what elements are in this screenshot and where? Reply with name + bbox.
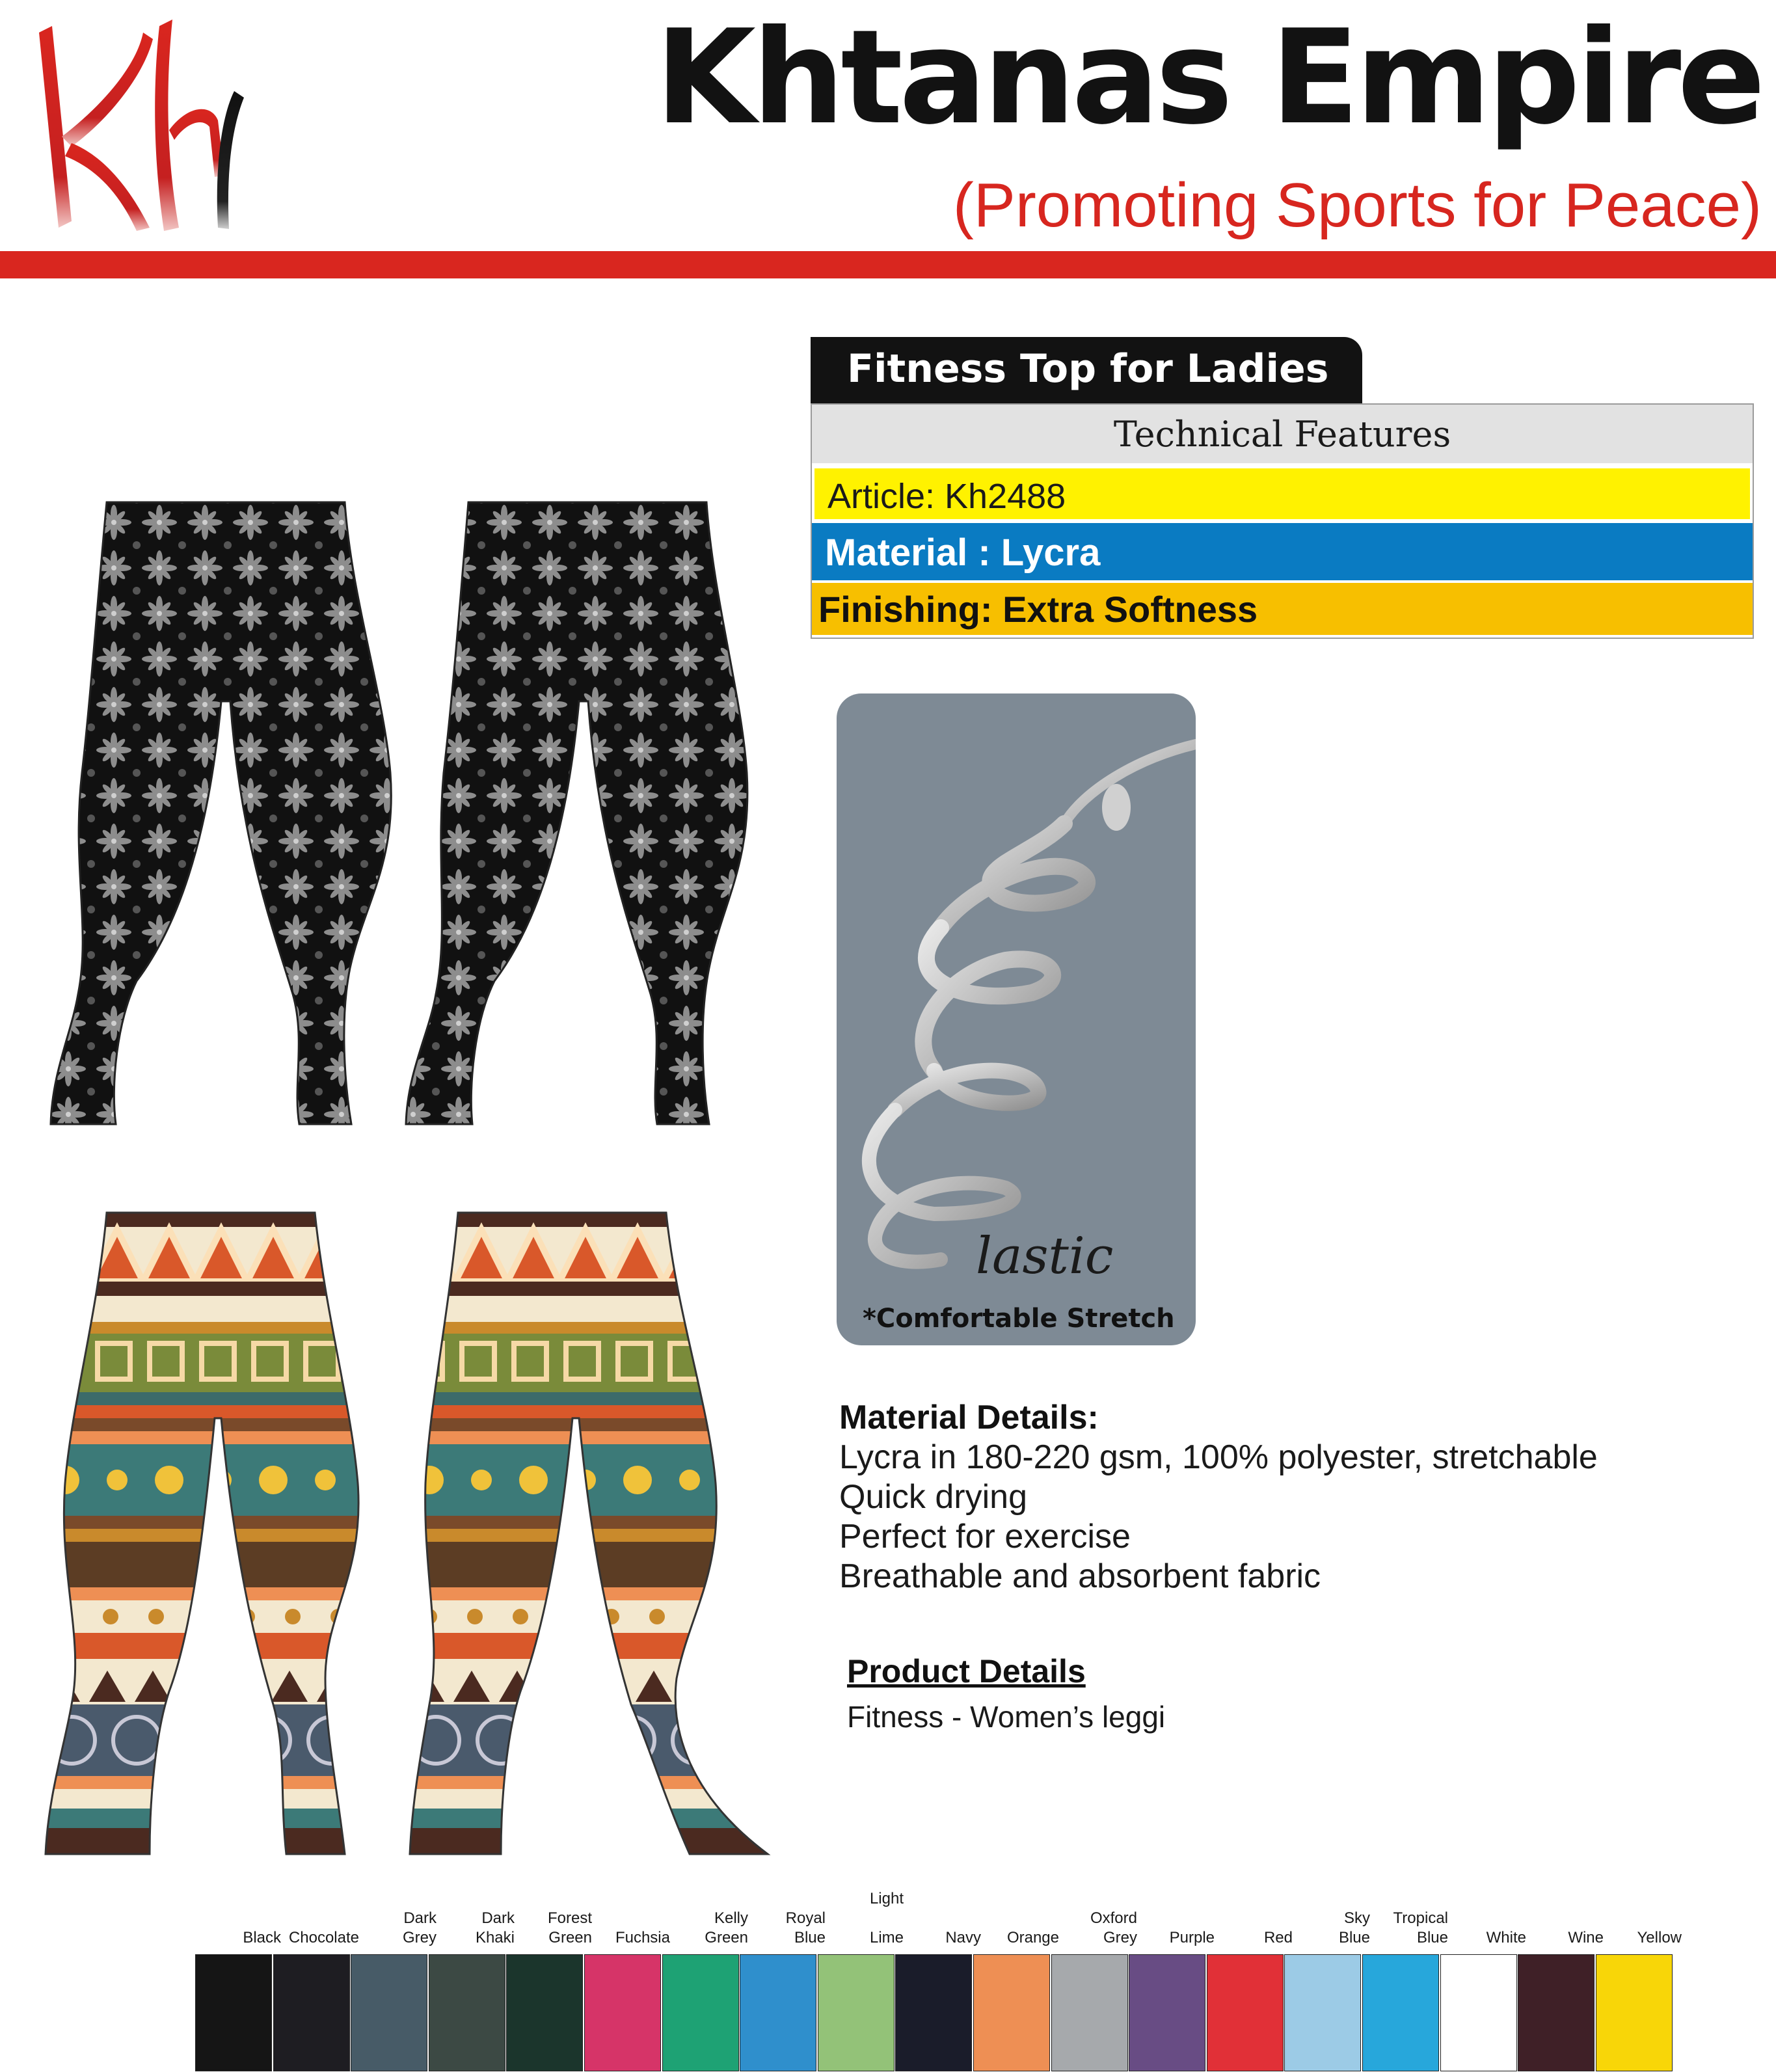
article-row xyxy=(812,466,1753,522)
color-swatch[interactable] xyxy=(351,1954,427,2071)
color-swatch[interactable] xyxy=(273,1954,350,2071)
legging-tribal-right xyxy=(403,1210,774,1861)
technical-features-table xyxy=(811,403,1754,639)
swatch-label: Blue xyxy=(1416,1929,1448,1946)
swatch-label: Kelly xyxy=(714,1909,748,1927)
swatch-label: Khaki xyxy=(475,1929,515,1946)
swatch-label: Lime xyxy=(869,1929,904,1946)
brand-tagline: (Promoting Sports for Peace) xyxy=(952,170,1762,240)
material-row xyxy=(812,523,1753,580)
color-swatch[interactable] xyxy=(973,1954,1050,2071)
legging-tribal-left xyxy=(39,1210,410,1861)
finishing-row xyxy=(812,583,1753,635)
swatch-label: Light xyxy=(869,1890,904,1907)
elastic-feature-card xyxy=(837,693,1196,1345)
swatch-label: Green xyxy=(548,1929,592,1946)
color-swatch[interactable] xyxy=(818,1954,895,2071)
swatch-label: Purple xyxy=(1169,1929,1215,1946)
swatch-label: Grey xyxy=(1103,1929,1137,1946)
color-swatch[interactable] xyxy=(1051,1954,1128,2071)
material-text: Material : Lycra xyxy=(825,531,1101,574)
swatch-label: Red xyxy=(1263,1929,1293,1946)
color-swatch[interactable] xyxy=(1518,1954,1594,2071)
product-title: Fitness Top for Ladies xyxy=(847,346,1329,392)
features-heading: Technical Features xyxy=(1113,414,1451,455)
swatch-label: Sky xyxy=(1343,1909,1370,1927)
elastic-word: lastic xyxy=(976,1227,1114,1285)
material-details-title: Material Details: xyxy=(839,1399,1099,1436)
material-detail-line: Breathable and absorbent fabric xyxy=(839,1557,1321,1595)
material-detail-line: Quick drying xyxy=(839,1478,1027,1516)
swatch-label: Dark xyxy=(403,1909,437,1927)
color-swatch[interactable] xyxy=(1129,1954,1205,2071)
swatch-label: Tropical xyxy=(1393,1909,1448,1927)
material-details-block xyxy=(839,1397,1737,1596)
swatch-label: Blue xyxy=(794,1929,826,1946)
color-swatch[interactable] xyxy=(195,1954,272,2071)
color-swatch[interactable] xyxy=(429,1954,505,2071)
color-swatch[interactable] xyxy=(740,1954,816,2071)
product-title-tab xyxy=(811,337,1362,405)
swatch-label: Grey xyxy=(402,1929,437,1946)
color-swatch[interactable] xyxy=(662,1954,739,2071)
product-details-line: Fitness - Women’s leggi xyxy=(847,1700,1166,1734)
finishing-text: Finishing: Extra Softness xyxy=(818,589,1258,630)
kh-logo-icon xyxy=(26,7,247,254)
swatch-label: Wine xyxy=(1568,1929,1604,1946)
swatch-label: White xyxy=(1486,1929,1526,1946)
swatch-label: Green xyxy=(705,1929,748,1946)
header-divider xyxy=(0,251,1776,278)
color-swatch[interactable] xyxy=(895,1954,972,2071)
color-swatch[interactable] xyxy=(1207,1954,1284,2071)
material-detail-line: Lycra in 180-220 gsm, 100% polyester, stretchable xyxy=(839,1438,1598,1476)
swatch-label: Fuchsia xyxy=(615,1929,670,1946)
color-swatch[interactable] xyxy=(584,1954,661,2071)
features-header xyxy=(812,405,1753,463)
swatch-label: Blue xyxy=(1338,1929,1370,1946)
color-swatch-row xyxy=(195,1890,1682,2071)
material-detail-line: Perfect for exercise xyxy=(839,1518,1131,1555)
swatch-label: Orange xyxy=(1006,1929,1059,1946)
color-swatch[interactable] xyxy=(1440,1954,1517,2071)
color-swatch[interactable] xyxy=(506,1954,583,2071)
product-details-title: Product Details xyxy=(847,1653,1086,1689)
swatch-label: Royal xyxy=(785,1909,826,1927)
swatch-label: Forest xyxy=(547,1909,592,1927)
color-swatch[interactable] xyxy=(1362,1954,1439,2071)
color-swatch[interactable] xyxy=(1596,1954,1673,2071)
swatch-label: Chocolate xyxy=(288,1929,359,1946)
legging-dark-floral-right xyxy=(390,500,768,1131)
swatch-label: Navy xyxy=(945,1929,981,1946)
elastic-note: *Comfortable Stretch xyxy=(863,1304,1175,1334)
color-swatch[interactable] xyxy=(1284,1954,1361,2071)
article-text: Article: Kh2488 xyxy=(827,477,1066,516)
swatch-label: Black xyxy=(243,1929,281,1946)
brand-name: Khtanas Empire xyxy=(655,2,1762,154)
legging-dark-floral-left xyxy=(46,500,410,1131)
swatch-label: Oxford xyxy=(1090,1909,1137,1927)
swatch-label: Dark xyxy=(481,1909,515,1927)
swatch-label: Yellow xyxy=(1637,1929,1682,1946)
